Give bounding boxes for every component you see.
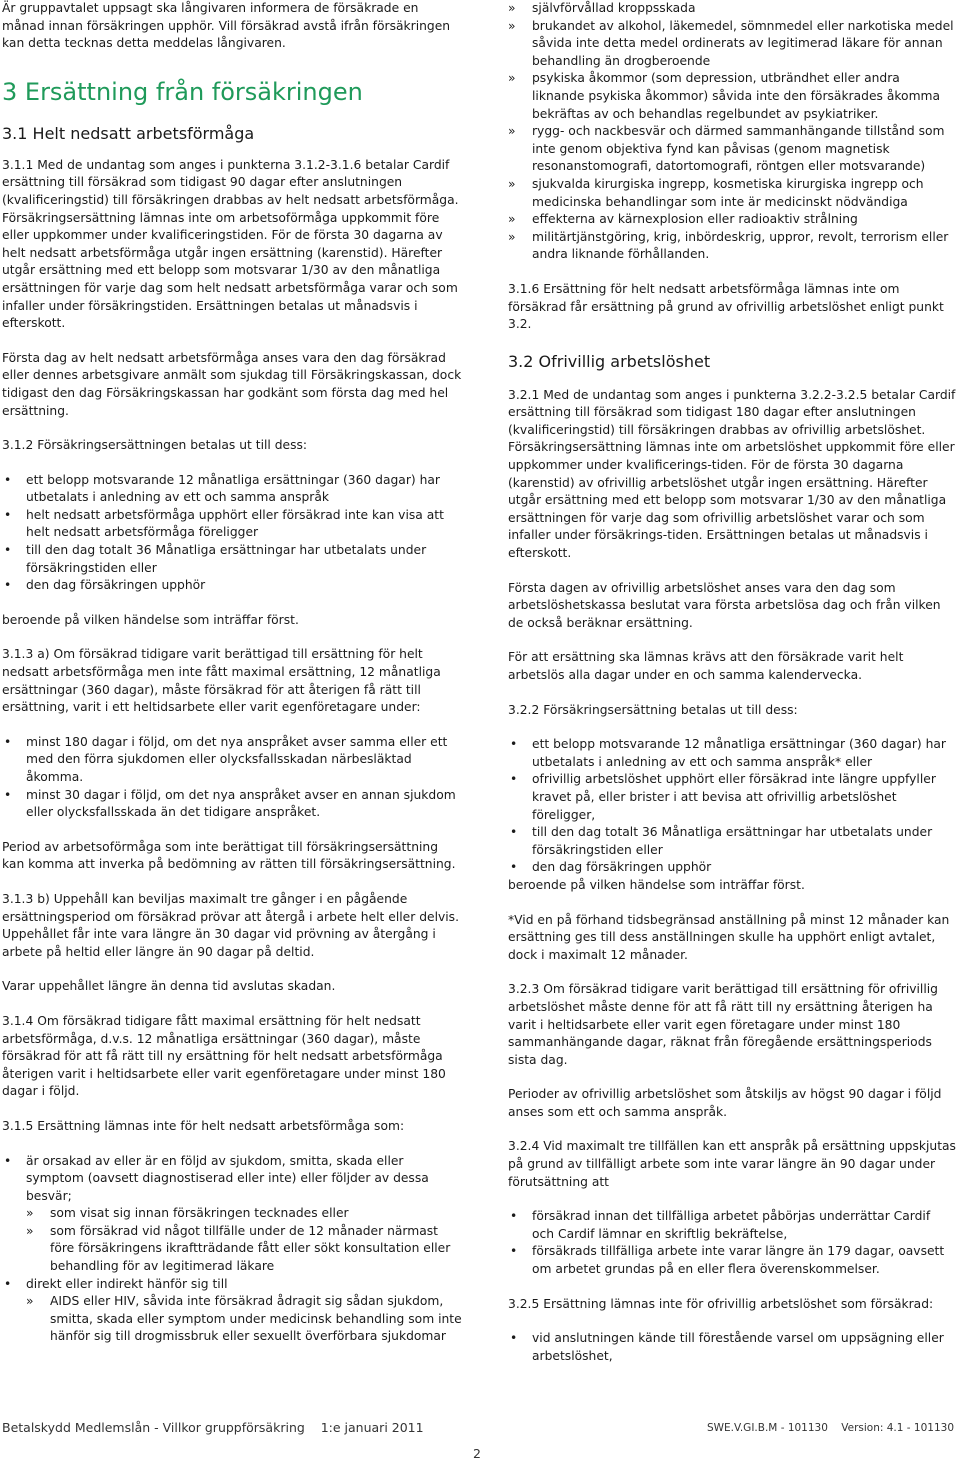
section-heading-3: 3 Ersättning från försäkringen [2,77,363,106]
sublist-3-1-5-a [2,1205,464,1275]
paragraph-employed: För att ersättning ska lämnas krävs att den försäkrade varit helt arbetslös alla dagar under en och samma kalendervecka. [508,650,904,682]
paragraph-3-2-1: 3.2.1 Med de undantag som anges i punkterna 3.2.2-3.2.5 betalar Cardif ersättning till försäkrad som tidigast 180 dagar efter anslutningen (kvalificeringstid) till försäkringen drabbas av ofrivillig arbetslöshet. Försäkringsersättning lämnas inte om arbetslöshet uppkommit före eller uppkommer under kvalificerings-tiden. För de första 30 dagarna (karenstid) av ofrivillig arbetslöshet utgår ingen ersättning. Härefter utgår ersättning med ett belopp som motsvarar 1/30 av den månatliga ersättningen för varje dag som ofrivillig arbetslöshet varar och som infaller under försäkrings-tiden. Ersättningen betalas ut månadsvis i efterskott. [508,387,956,561]
page-footer [2,1420,958,1440]
list-item: • den dag försäkringen upphör [2,577,464,595]
paragraph-3-1-6: 3.1.6 Ersättning för helt nedsatt arbetsförmåga lämnas inte om försäkrad får ersättning på grund av ofrivillig arbetslöshet enligt punkt 3.2. [508,281,944,332]
list-item: • till den dag totalt 36 Månatliga ersättningar har utbetalats under försäkringstiden eller [508,824,956,859]
list-3-1-5-b [2,1276,464,1294]
paragraph-period: Period av arbetsoförmåga som inte berättigat till försäkringsersättning kan komma att inverka på bedömning av rätten till försäkringsersättning. [2,839,456,872]
footer-version: Version: 4.1 - 101130 [841,1422,954,1434]
paragraph-pause: Varar uppehållet längre än denna tid avslutas skadan. [2,979,336,994]
paragraph-3-1-3a: 3.1.3 a) Om försäkrad tidigare varit berättigad till ersättning för helt nedsatt arbetsförmåga men inte fått maximal ersättning, 12 månatliga ersättningar (360 dagar), måste försäkrad för att återigen få rätt till ersättning, varit i ett heltidsarbete eller varit egenföretagare under: [2,647,441,715]
sublist-3-1-5-b [2,1293,464,1346]
list-3-1-2 [2,472,464,595]
paragraph-3-2-5: 3.2.5 Ersättning lämnas inte för ofrivillig arbetslöshet som försäkrad: [508,1296,934,1311]
list-item: • ofrivillig arbetslöshet upphört eller försäkrad inte längre uppfyller kravet på, eller brister i att bevisa att ofrivillig arbetslöshet föreligger, [508,771,956,824]
list-item: • direkt eller indirekt hänför sig till [2,1276,464,1294]
list-item: • den dag försäkringen upphör [508,859,956,877]
paragraph-3-1-5: 3.1.5 Ersättning lämnas inte för helt nedsatt arbetsförmåga som: [2,1118,405,1133]
sub-list-item: » effekterna av kärnexplosion eller radioaktiv strålning [508,211,956,229]
list-3-1-3a [2,734,464,822]
list-item: • helt nedsatt arbetsförmåga upphört eller försäkrad inte kan visa att helt nedsatt arbetsförmåga föreligger [2,507,464,542]
paragraph-3-1-2: 3.1.2 Försäkringsersättningen betalas ut till dess: [2,438,308,453]
list-exclusions [508,0,956,264]
sub-list-item: » psykiska åkommor (som depression, utbrändhet eller andra liknande psykiska åkommor) såvida inte den försäkrades åkomma bekräftas av och behandlas regelbundet av psykiatriker. [508,70,956,123]
paragraph-first-day: Första dag av helt nedsatt arbetsförmåga anses vara den dag försäkrad eller dennes arbetsgivare anmält som sjukdag till Försäkringskassan, dock tidigast den dag Försäkringskassan har godkänt som första dag med hel ersättning. [2,350,462,418]
paragraph-3-2-4: 3.2.4 Vid maximalt tre tillfällen kan ett anspråk på ersättning uppskjutas på grund av tillfälligt arbete som inte varar längre än 90 dagar under förutsättning att [508,1139,956,1189]
sub-list-item: » självförvållad kroppsskada [508,0,956,18]
list-item: • vid anslutningen kände till förestående varsel om uppsägning eller arbetslöshet, [508,1330,956,1365]
list-3-2-4 [508,1208,956,1278]
section-heading-3-1: 3.1 Helt nedsatt arbetsförmåga [2,123,255,143]
list-item: • är orsakad av eller är en följd av sjukdom, smitta, skada eller symptom (oavsett diagnostiserad eller inte) eller följder av dessa besvär; [2,1153,464,1206]
footer-title-block [2,1420,424,1435]
intro-paragraph: Är gruppavtalet uppsagt ska långivaren informera de försäkrade en månad innan försäkringen upphör. Vill försäkrad avstå ifrån försäkringen kan detta tecknas detta meddelas långivaren. [2,1,451,51]
sub-list-item: » militärtjänstgöring, krig, inbördeskrig, uppror, revolt, terrorism eller andra liknande förhållanden. [508,229,956,264]
footer-title: Betalskydd Medlemslån - Villkor gruppförsäkring [2,1420,305,1435]
list-item: • försäkrads tillfälliga arbete inte varar längre än 179 dagar, oavsett om arbetet grundas på en eller flera överenskommelser. [508,1243,956,1278]
list-3-1-5 [2,1153,464,1206]
paragraph-3-1-3b: 3.1.3 b) Uppehåll kan beviljas maximalt tre gånger i en pågående ersättningsperiod om försäkrad prövar att återgå i arbete helt eller delvis. Uppehållet får inte vara längre än 30 dagar vid prövning av återgång i arbete på heltid eller längre än 90 dagar på deltid. [2,891,459,959]
sub-list-item: » sjukvalda kirurgiska ingrepp, kosmetiska kirurgiska ingrepp och medicinska behandlingar som inte är medicinskt nödvändiga [508,176,956,211]
paragraph-3-2-2: 3.2.2 Försäkringsersättning betalas ut till dess: [508,702,798,717]
paragraph-3-1-1: 3.1.1 Med de undantag som anges i punkterna 3.1.2-3.1.6 betalar Cardif ersättning till försäkrad som tidigast 90 dagar efter anslutningen (kvalificeringstid) till försäkringen drabbas av helt nedsatt arbetsförmåga. Försäkringsersättning lämnas inte om arbetsoförmåga uppkommit före eller uppkommer under kvalificeringstiden. För de första 30 dagarna av helt nedsatt arbetsförmåga utgår ingen ersättning (karenstid). Härefter utgår ersättning med ett belopp som motsvarar 1/30 av den månatliga ersättningen för varje dag som helt nedsatt arbetsförmåga varar och som infaller under försäkringstiden. Ersättningen betalas ut månadsvis i efterskott. [2,157,459,331]
footer-ref: SWE.V.GI.B.M - 101130 [707,1422,828,1434]
list-3-2-5 [508,1330,956,1365]
list-item: • försäkrad innan det tillfälliga arbetet påbörjas underrättar Cardif och Cardif lämnar en skriftlig bekräftelse, [508,1208,956,1243]
list-item: • ett belopp motsvarande 12 månatliga ersättningar (360 dagar) har utbetalats i anledning av ett och samma anspråk* eller [508,736,956,771]
sub-list-item: » brukandet av alkohol, läkemedel, sömnmedel eller narkotiska medel såvida inte detta medel ordinerats av legitimerad läkare för annan behandling än drogberoende [508,18,956,71]
sub-list-item: » rygg- och nackbesvär och därmed sammanhängande tillstånd som inte genom objektiva fynd kan påvisas (genom magnetisk resonanstomografi, datortomografi, röntgen eller motsvarande) [508,123,956,176]
list-item: • minst 180 dagar i följd, om det nya anspråket avser samma eller ett med den förra sjukdomen eller olycksfallsskadan närbesläktad åkomma. [2,734,464,787]
list-item: • ett belopp motsvarande 12 månatliga ersättningar (360 dagar) har utbetalats i anledning av ett och samma anspråk [2,472,464,507]
paragraph-periods: Perioder av ofrivillig arbetslöshet som åtskiljs av högst 90 dagar i följd anses som ett och samma anspråk. [508,1087,942,1119]
footer-date: 1:e januari 2011 [320,1420,424,1435]
paragraph-note: *Vid en på förhand tidsbegränsad anställning på minst 12 månader kan ersättning ges till dess anställningen skulle ha upphört enligt avtalet, dock i maximalt 12 månader. [508,912,950,962]
paragraph-3-2-3: 3.2.3 Om försäkrad tidigare varit berättigad till ersättning för ofrivillig arbetslöshet måste denne för att få rätt till ny ersättning återigen ha varit i heltidsarbete eller varit egen företagare under minst 180 sammanhängande dagar, räknat från föregående ersättningsperiods sista dag. [508,982,938,1067]
page-number: 2 [473,1446,481,1461]
paragraph-3-2-2-end: beroende på vilken händelse som inträffar först. [508,877,805,892]
right-column [508,0,956,1382]
footer-ref-block [707,1422,954,1434]
paragraph-3-1-2-end: beroende på vilken händelse som inträffar först. [2,612,299,627]
section-heading-3-2: 3.2 Ofrivillig arbetslöshet [508,351,711,371]
list-item: • minst 30 dagar i följd, om det nya anspråket avser en annan sjukdom eller olycksfallsskada än det tidigare anspråket. [2,787,464,822]
paragraph-3-1-4: 3.1.4 Om försäkrad tidigare fått maximal ersättning för helt nedsatt arbetsförmåga, d.v.s. 12 månatliga ersättningar (360 dagar), måste försäkrad för att få rätt till ny ersättning för helt nedsatt arbetsförmåga återigen varit i heltidsarbete eller varit egenföretagare under minst 180 dagar i följd. [2,1013,446,1099]
sub-list-item: » som försäkrad vid något tillfälle under de 12 månader närmast före försäkringens ikraftträdande fått eller sökt konsultation eller behandling för av legitimerad läkare [2,1223,464,1276]
sub-list-item: » som visat sig innan försäkringen tecknades eller [2,1205,464,1223]
list-item: • till den dag totalt 36 Månatliga ersättningar har utbetalats under försäkringstiden eller [2,542,464,577]
list-3-2-2 [508,736,956,877]
left-column [2,0,464,1363]
sub-list-item: » AIDS eller HIV, såvida inte försäkrad ådragit sig sådan sjukdom, smitta, skada eller symptom under medicinsk behandling som inte hänför sig till drogmissbruk eller sexuellt överförbara sjukdomar [2,1293,464,1346]
paragraph-first-day-unemployment: Första dagen av ofrivillig arbetslöshet anses vara den dag som arbetslöshetskassa beslutat vara första arbetslösa dag och från vilken de också beräknar ersättning. [508,580,941,630]
